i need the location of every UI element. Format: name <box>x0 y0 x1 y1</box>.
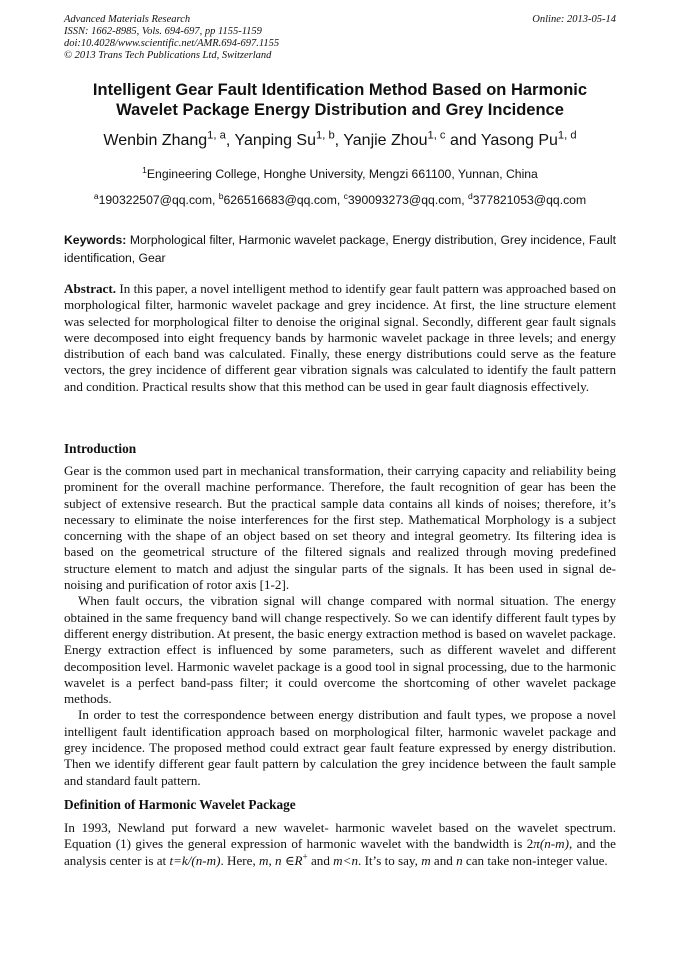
paper-title: Intelligent Gear Fault Identification Method Based on Harmonic Wavelet Package Energy Distribution and Grey Incidence <box>92 81 588 119</box>
journal-header <box>64 14 616 62</box>
online-date: Online: 2013-05-14 <box>532 14 616 25</box>
issn-line: ISSN: 1662-8985, Vols. 694-697, pp 1155-1159 <box>64 26 262 37</box>
abstract <box>64 281 616 395</box>
section-heading-introduction: Introduction <box>64 441 137 456</box>
author-emails: $^a$190322507@qq.com, $^b$626516683@qq.com, $^c$390093273@qq.com, $^d$377821053@qq.com <box>93 190 587 207</box>
copyright-line: © 2013 Trans Tech Publications Ltd, Switzerland <box>64 50 272 61</box>
author: Yasong Pu$^{1, d}$ <box>480 129 577 149</box>
email: $^c$390093273@qq.com <box>343 190 462 207</box>
email: $^b$626516683@qq.com <box>218 190 337 207</box>
abstract-text: In this paper, a novel intelligent method to identify gear fault pattern was approached based on morphological filter, harmonic wavelet package and grey incidence. At first, the line structure element was selected for morphological filter to denoise the original signal. Secondly, different gear fault signals were decomposed into eight frequency bands by harmonic wavelet package in three levels; and energy distribution of each band was calculated. Finally, these energy distributions could serve as the feature vectors, the grey incidence of different gear vibration signals was calculated to identify the fault pattern and condition. Practical results show that this method can be used in gear fault diagnosis effectively. <box>64 281 616 394</box>
author: Wenbin Zhang$^{1, a}$ <box>103 129 226 149</box>
email: $^d$377821053@qq.com <box>468 190 587 207</box>
section-heading-definition: Definition of Harmonic Wavelet Package <box>64 797 296 812</box>
keywords <box>64 231 616 267</box>
affiliation: $^1$Engineering College, Honghe University, Mengzi 661100, Yunnan, China <box>142 164 538 181</box>
abstract-label: Abstract. <box>64 281 116 296</box>
author-list: Wenbin Zhang$^{1, a}$, Yanping Su$^{1, b}$, Yanjie Zhou$^{1, c}$ and Yasong Pu$^{1, d}$ <box>103 129 577 149</box>
paragraph: In 1993, Newland put forward a new wavelet- harmonic wavelet based on the wavelet spectrum. Equation (1) gives the general expression of harmonic wavelet with the bandwidth is 2π(n-m), and the analysis center is at t=k/(n-m). Here, m, n ∈R+ and m<n. It’s to say, m and n can take non-integer value. <box>64 820 616 868</box>
doi-line: doi:10.4028/www.scientific.net/AMR.694-697.1155 <box>64 38 280 49</box>
definition-body <box>64 820 616 869</box>
paragraph: In order to test the correspondence between energy distribution and fault types, we propose a novel intelligent fault identification approach based on morphological filter, harmonic wavelet package and grey incidence. The proposed method could extract gear fault feature expressed by energy distribution. Then we identify different gear fault pattern by calculation the grey incidence between the fault sample and standard fault pattern. <box>64 707 616 788</box>
journal-name: Advanced Materials Research <box>64 14 191 25</box>
paragraph: Gear is the common used part in mechanical transformation, their carrying capacity and reliability being prominent for the overall machine performance. Therefore, the fault recognition of gear has been the subject of extensive research. But the practical sample data contains all kinds of noises; therefore, it’s necessary to eliminate the noise interferences for the first step. Mathematical Morphology is a subject concerning with the shape of an object based on set theory and integral geometry. Its filtering idea is based on the geometrical structure of the filtered signals and realized through moving predefined structure element to match and adjust the singular parts of the signals. It has been used in signal de-noising and purification of rotor axis [1-2]. <box>64 463 616 593</box>
keywords-label: Keywords: <box>64 233 127 247</box>
introduction-body <box>64 463 616 789</box>
author: Yanjie Zhou$^{1, c}$ <box>343 129 446 149</box>
email: $^a$190322507@qq.com <box>93 190 212 207</box>
author: Yanping Su$^{1, b}$ <box>234 129 335 149</box>
paragraph: When fault occurs, the vibration signal will change compared with normal situation. The energy obtained in the same frequency band will change respectively. So we can identify different fault types by different energy distribution. At present, the basic energy extraction method is based on wavelet package. Energy extraction effect is influenced by some parameters, such as different wavelet and different decomposition level. Harmonic wavelet package is a good tool in signal processing, due to the harmonic wavelet is a perfect band-pass filter; it could overcome the shortcoming of other wavelet package methods. <box>64 593 616 707</box>
keywords-text: Morphological filter, Harmonic wavelet package, Energy distribution, Grey incidence, Fault identification, Gear <box>64 233 616 265</box>
